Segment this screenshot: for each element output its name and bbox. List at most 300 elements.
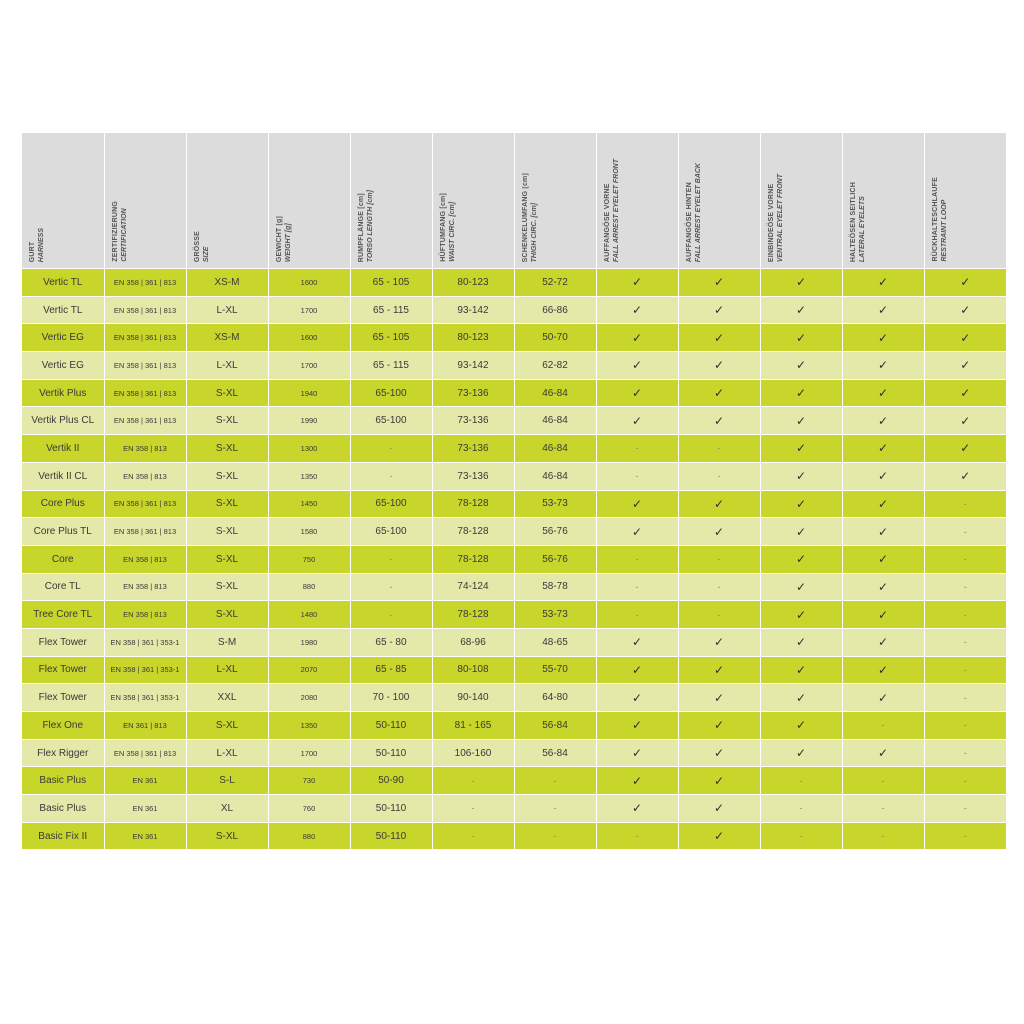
table-row bbox=[22, 739, 1006, 767]
cell-harness: Basic Plus bbox=[22, 767, 104, 795]
column-header-english: THIGH CIRC. [cm] bbox=[530, 202, 538, 262]
cell-size: XS-M bbox=[186, 324, 268, 352]
column-header-lateral-eyelets bbox=[842, 133, 924, 269]
cell-thigh-circ: 53-73 bbox=[514, 601, 596, 629]
column-header-english: TORSO LENGTH [cm] bbox=[366, 189, 374, 262]
checkmark-icon: ✓ bbox=[924, 269, 1006, 297]
checkmark-icon: ✓ bbox=[596, 795, 678, 823]
table-row bbox=[22, 656, 1006, 684]
checkmark-icon: ✓ bbox=[760, 684, 842, 712]
checkmark-icon: ✓ bbox=[842, 518, 924, 546]
checkmark-icon: ✓ bbox=[842, 435, 924, 463]
cell-fall-arrest-eyelet-front: - bbox=[596, 822, 678, 849]
cell-size: S-XL bbox=[186, 518, 268, 546]
cell-ventral-eyelet-front: - bbox=[760, 822, 842, 849]
cell-torso-length: 65 - 115 bbox=[350, 296, 432, 324]
cell-thigh-circ: - bbox=[514, 822, 596, 849]
cell-certification: EN 358 | 361 | 813 bbox=[104, 324, 186, 352]
cell-lateral-eyelets: - bbox=[842, 822, 924, 849]
checkmark-icon: ✓ bbox=[924, 462, 1006, 490]
cell-fall-arrest-eyelet-front: - bbox=[596, 462, 678, 490]
cell-restraint-loop: - bbox=[924, 601, 1006, 629]
column-header-german: AUFFANGÖSE HINTEN bbox=[685, 181, 693, 262]
column-header-german: GURT bbox=[29, 241, 36, 262]
column-header-english: RESTRAINT LOOP bbox=[940, 200, 948, 262]
column-header-size bbox=[186, 133, 268, 269]
cell-restraint-loop: - bbox=[924, 490, 1006, 518]
cell-weight: 1700 bbox=[268, 352, 350, 380]
cell-certification: EN 358 | 813 bbox=[104, 601, 186, 629]
cell-certification: EN 358 | 361 | 353-1 bbox=[104, 684, 186, 712]
cell-waist-circ: 74-124 bbox=[432, 573, 514, 601]
cell-size: S-XL bbox=[186, 379, 268, 407]
column-header-german: ZERTIFIZIERUNG bbox=[111, 201, 119, 262]
cell-weight: 1350 bbox=[268, 462, 350, 490]
checkmark-icon: ✓ bbox=[760, 601, 842, 629]
cell-thigh-circ: 55-70 bbox=[514, 656, 596, 684]
cell-weight: 1350 bbox=[268, 712, 350, 740]
checkmark-icon: ✓ bbox=[760, 656, 842, 684]
cell-weight: 1480 bbox=[268, 601, 350, 629]
table-row bbox=[22, 324, 1006, 352]
cell-size: S-XL bbox=[186, 435, 268, 463]
checkmark-icon: ✓ bbox=[596, 324, 678, 352]
column-header-label bbox=[849, 182, 867, 262]
cell-thigh-circ: 52-72 bbox=[514, 269, 596, 297]
cell-weight: 760 bbox=[268, 795, 350, 823]
column-header-english: SIZE bbox=[202, 246, 210, 262]
cell-torso-length: 65-100 bbox=[350, 518, 432, 546]
column-header-label bbox=[931, 177, 949, 262]
checkmark-icon: ✓ bbox=[842, 656, 924, 684]
cell-size: L-XL bbox=[186, 739, 268, 767]
checkmark-icon: ✓ bbox=[842, 407, 924, 435]
checkmark-icon: ✓ bbox=[760, 324, 842, 352]
column-header-weight bbox=[268, 133, 350, 269]
checkmark-icon: ✓ bbox=[760, 379, 842, 407]
cell-fall-arrest-eyelet-front: - bbox=[596, 545, 678, 573]
column-header-label bbox=[193, 231, 211, 262]
checkmark-icon: ✓ bbox=[678, 518, 760, 546]
cell-waist-circ: 93-142 bbox=[432, 296, 514, 324]
checkmark-icon: ✓ bbox=[678, 379, 760, 407]
checkmark-icon: ✓ bbox=[678, 352, 760, 380]
checkmark-icon: ✓ bbox=[842, 352, 924, 380]
harness-spec-table bbox=[22, 133, 1006, 849]
checkmark-icon: ✓ bbox=[842, 545, 924, 573]
column-header-english: CERTIFICATION bbox=[120, 208, 128, 262]
table-row bbox=[22, 712, 1006, 740]
table-row bbox=[22, 684, 1006, 712]
cell-ventral-eyelet-front: - bbox=[760, 767, 842, 795]
checkmark-icon: ✓ bbox=[760, 352, 842, 380]
cell-certification: EN 361 bbox=[104, 767, 186, 795]
cell-certification: EN 358 | 813 bbox=[104, 573, 186, 601]
cell-thigh-circ: 46-84 bbox=[514, 435, 596, 463]
checkmark-icon: ✓ bbox=[760, 490, 842, 518]
cell-torso-length: 50-90 bbox=[350, 767, 432, 795]
checkmark-icon: ✓ bbox=[596, 684, 678, 712]
cell-harness: Flex Tower bbox=[22, 684, 104, 712]
checkmark-icon: ✓ bbox=[678, 795, 760, 823]
table-row bbox=[22, 490, 1006, 518]
cell-size: S-XL bbox=[186, 712, 268, 740]
column-header-label bbox=[439, 193, 457, 262]
cell-size: S-M bbox=[186, 628, 268, 656]
cell-thigh-circ: 46-84 bbox=[514, 407, 596, 435]
cell-certification: EN 358 | 361 | 813 bbox=[104, 379, 186, 407]
column-header-german: EINBINDEÖSE VORNE bbox=[767, 183, 775, 262]
cell-certification: EN 358 | 361 | 813 bbox=[104, 490, 186, 518]
cell-restraint-loop: - bbox=[924, 822, 1006, 849]
cell-waist-circ: 80-108 bbox=[432, 656, 514, 684]
cell-waist-circ: 81 - 165 bbox=[432, 712, 514, 740]
checkmark-icon: ✓ bbox=[596, 407, 678, 435]
column-header-german: RÜCKHALTESCHLAUFE bbox=[931, 177, 939, 262]
cell-restraint-loop: - bbox=[924, 795, 1006, 823]
column-header-english: WAIST CIRC. [cm] bbox=[448, 202, 456, 262]
checkmark-icon: ✓ bbox=[596, 739, 678, 767]
cell-thigh-circ: 46-84 bbox=[514, 379, 596, 407]
checkmark-icon: ✓ bbox=[678, 324, 760, 352]
cell-weight: 730 bbox=[268, 767, 350, 795]
checkmark-icon: ✓ bbox=[760, 573, 842, 601]
column-header-label bbox=[357, 190, 375, 262]
cell-torso-length: 65 - 105 bbox=[350, 324, 432, 352]
cell-ventral-eyelet-front: - bbox=[760, 795, 842, 823]
cell-fall-arrest-eyelet-front: - bbox=[596, 601, 678, 629]
cell-fall-arrest-eyelet-back: - bbox=[678, 545, 760, 573]
column-header-german: AUFFANGÖSE VORNE bbox=[603, 183, 611, 262]
cell-torso-length: - bbox=[350, 435, 432, 463]
cell-fall-arrest-eyelet-front: - bbox=[596, 573, 678, 601]
cell-harness: Vertic EG bbox=[22, 324, 104, 352]
cell-weight: 1990 bbox=[268, 407, 350, 435]
cell-thigh-circ: - bbox=[514, 767, 596, 795]
cell-torso-length: 50-110 bbox=[350, 795, 432, 823]
cell-harness: Vertik II bbox=[22, 435, 104, 463]
cell-weight: 750 bbox=[268, 545, 350, 573]
cell-thigh-circ: 56-76 bbox=[514, 545, 596, 573]
checkmark-icon: ✓ bbox=[924, 324, 1006, 352]
cell-torso-length: 65 - 85 bbox=[350, 656, 432, 684]
cell-certification: EN 361 bbox=[104, 795, 186, 823]
cell-harness: Vertik II CL bbox=[22, 462, 104, 490]
column-header-fall-arrest-eyelet-front bbox=[596, 133, 678, 269]
cell-harness: Vertik Plus CL bbox=[22, 407, 104, 435]
cell-harness: Flex Tower bbox=[22, 628, 104, 656]
column-header-waist-circ bbox=[432, 133, 514, 269]
cell-restraint-loop: - bbox=[924, 545, 1006, 573]
column-header-english: WEIGHT [g] bbox=[284, 223, 292, 262]
cell-waist-circ: 78-128 bbox=[432, 545, 514, 573]
cell-thigh-circ: - bbox=[514, 795, 596, 823]
column-header-fall-arrest-eyelet-back bbox=[678, 133, 760, 269]
cell-weight: 1980 bbox=[268, 628, 350, 656]
checkmark-icon: ✓ bbox=[924, 435, 1006, 463]
cell-harness: Basic Fix II bbox=[22, 822, 104, 849]
cell-harness: Core TL bbox=[22, 573, 104, 601]
table-row bbox=[22, 435, 1006, 463]
column-header-harness bbox=[22, 133, 104, 269]
cell-harness: Vertik Plus bbox=[22, 379, 104, 407]
checkmark-icon: ✓ bbox=[760, 545, 842, 573]
cell-certification: EN 358 | 813 bbox=[104, 462, 186, 490]
cell-certification: EN 361 bbox=[104, 822, 186, 849]
column-header-label bbox=[685, 163, 703, 262]
checkmark-icon: ✓ bbox=[596, 712, 678, 740]
cell-torso-length: 65-100 bbox=[350, 407, 432, 435]
checkmark-icon: ✓ bbox=[678, 490, 760, 518]
cell-certification: EN 358 | 361 | 353-1 bbox=[104, 656, 186, 684]
cell-weight: 880 bbox=[268, 822, 350, 849]
column-header-german: RUMPFLÄNGE [cm] bbox=[357, 192, 365, 262]
checkmark-icon: ✓ bbox=[678, 684, 760, 712]
cell-weight: 1700 bbox=[268, 739, 350, 767]
cell-waist-circ: 90-140 bbox=[432, 684, 514, 712]
cell-torso-length: - bbox=[350, 573, 432, 601]
cell-size: S-XL bbox=[186, 822, 268, 849]
cell-waist-circ: - bbox=[432, 795, 514, 823]
cell-certification: EN 358 | 813 bbox=[104, 435, 186, 463]
cell-torso-length: 65 - 105 bbox=[350, 269, 432, 297]
checkmark-icon: ✓ bbox=[842, 739, 924, 767]
column-header-label bbox=[521, 173, 539, 262]
column-header-german: HALTEÖSEN SEITLICH bbox=[849, 181, 857, 262]
checkmark-icon: ✓ bbox=[842, 462, 924, 490]
checkmark-icon: ✓ bbox=[760, 407, 842, 435]
cell-waist-circ: 73-136 bbox=[432, 435, 514, 463]
column-header-torso-length bbox=[350, 133, 432, 269]
cell-harness: Core Plus bbox=[22, 490, 104, 518]
checkmark-icon: ✓ bbox=[678, 767, 760, 795]
cell-waist-circ: 73-136 bbox=[432, 379, 514, 407]
checkmark-icon: ✓ bbox=[842, 601, 924, 629]
cell-harness: Core Plus TL bbox=[22, 518, 104, 546]
column-header-english: HARNESS bbox=[38, 227, 45, 262]
checkmark-icon: ✓ bbox=[760, 269, 842, 297]
cell-weight: 1600 bbox=[268, 324, 350, 352]
checkmark-icon: ✓ bbox=[678, 407, 760, 435]
cell-waist-circ: 73-136 bbox=[432, 407, 514, 435]
checkmark-icon: ✓ bbox=[924, 379, 1006, 407]
cell-restraint-loop: - bbox=[924, 739, 1006, 767]
cell-waist-circ: 78-128 bbox=[432, 490, 514, 518]
column-header-german: SCHENKELUMFANG [cm] bbox=[521, 172, 529, 262]
cell-restraint-loop: - bbox=[924, 656, 1006, 684]
cell-certification: EN 358 | 361 | 813 bbox=[104, 296, 186, 324]
checkmark-icon: ✓ bbox=[842, 573, 924, 601]
checkmark-icon: ✓ bbox=[678, 712, 760, 740]
table-row bbox=[22, 269, 1006, 297]
cell-thigh-circ: 56-76 bbox=[514, 518, 596, 546]
cell-waist-circ: 80-123 bbox=[432, 269, 514, 297]
checkmark-icon: ✓ bbox=[596, 656, 678, 684]
cell-harness: Vertic TL bbox=[22, 269, 104, 297]
cell-harness: Vertic EG bbox=[22, 352, 104, 380]
checkmark-icon: ✓ bbox=[924, 352, 1006, 380]
cell-size: XL bbox=[186, 795, 268, 823]
cell-harness: Flex One bbox=[22, 712, 104, 740]
checkmark-icon: ✓ bbox=[596, 518, 678, 546]
cell-restraint-loop: - bbox=[924, 767, 1006, 795]
column-header-restraint-loop bbox=[924, 133, 1006, 269]
checkmark-icon: ✓ bbox=[596, 352, 678, 380]
checkmark-icon: ✓ bbox=[842, 628, 924, 656]
checkmark-icon: ✓ bbox=[842, 490, 924, 518]
cell-weight: 2080 bbox=[268, 684, 350, 712]
table-body bbox=[22, 269, 1006, 850]
cell-weight: 1600 bbox=[268, 269, 350, 297]
column-header-english: FALL ARREST EYELET BACK bbox=[694, 162, 702, 262]
cell-weight: 2070 bbox=[268, 656, 350, 684]
cell-thigh-circ: 56-84 bbox=[514, 739, 596, 767]
cell-harness: Flex Tower bbox=[22, 656, 104, 684]
cell-thigh-circ: 62-82 bbox=[514, 352, 596, 380]
column-header-english: FALL ARREST EYELET FRONT bbox=[612, 158, 620, 262]
cell-fall-arrest-eyelet-back: - bbox=[678, 435, 760, 463]
cell-fall-arrest-eyelet-front: - bbox=[596, 435, 678, 463]
cell-fall-arrest-eyelet-back: - bbox=[678, 573, 760, 601]
checkmark-icon: ✓ bbox=[842, 684, 924, 712]
checkmark-icon: ✓ bbox=[760, 435, 842, 463]
cell-size: S-XL bbox=[186, 601, 268, 629]
column-header-label bbox=[28, 228, 46, 262]
checkmark-icon: ✓ bbox=[760, 739, 842, 767]
checkmark-icon: ✓ bbox=[678, 656, 760, 684]
cell-thigh-circ: 48-65 bbox=[514, 628, 596, 656]
cell-restraint-loop: - bbox=[924, 573, 1006, 601]
cell-size: S-XL bbox=[186, 462, 268, 490]
column-header-english: VENTRAL EYELET FRONT bbox=[776, 173, 784, 262]
cell-waist-circ: 68-96 bbox=[432, 628, 514, 656]
cell-harness: Core bbox=[22, 545, 104, 573]
cell-waist-circ: 78-128 bbox=[432, 518, 514, 546]
cell-harness: Tree Core TL bbox=[22, 601, 104, 629]
checkmark-icon: ✓ bbox=[678, 739, 760, 767]
checkmark-icon: ✓ bbox=[760, 628, 842, 656]
cell-thigh-circ: 50-70 bbox=[514, 324, 596, 352]
cell-torso-length: - bbox=[350, 601, 432, 629]
column-header-label bbox=[603, 159, 621, 262]
cell-torso-length: 50-110 bbox=[350, 739, 432, 767]
cell-size: S-L bbox=[186, 767, 268, 795]
column-header-label bbox=[111, 201, 129, 262]
table-header bbox=[22, 133, 1006, 269]
cell-torso-length: 65 - 80 bbox=[350, 628, 432, 656]
cell-torso-length: 65 - 115 bbox=[350, 352, 432, 380]
cell-fall-arrest-eyelet-back: - bbox=[678, 601, 760, 629]
cell-certification: EN 358 | 361 | 813 bbox=[104, 269, 186, 297]
cell-certification: EN 358 | 813 bbox=[104, 545, 186, 573]
cell-weight: 880 bbox=[268, 573, 350, 601]
checkmark-icon: ✓ bbox=[678, 296, 760, 324]
cell-harness: Flex Rigger bbox=[22, 739, 104, 767]
checkmark-icon: ✓ bbox=[678, 628, 760, 656]
checkmark-icon: ✓ bbox=[596, 269, 678, 297]
cell-size: S-XL bbox=[186, 490, 268, 518]
checkmark-icon: ✓ bbox=[924, 407, 1006, 435]
column-header-thigh-circ bbox=[514, 133, 596, 269]
header-row bbox=[22, 133, 1006, 269]
table-row bbox=[22, 352, 1006, 380]
cell-lateral-eyelets: - bbox=[842, 795, 924, 823]
table-row bbox=[22, 767, 1006, 795]
cell-waist-circ: - bbox=[432, 822, 514, 849]
cell-size: L-XL bbox=[186, 656, 268, 684]
checkmark-icon: ✓ bbox=[760, 518, 842, 546]
checkmark-icon: ✓ bbox=[596, 296, 678, 324]
column-header-german: HÜFTUMFANG [cm] bbox=[439, 193, 447, 262]
cell-size: S-XL bbox=[186, 407, 268, 435]
checkmark-icon: ✓ bbox=[678, 269, 760, 297]
cell-torso-length: - bbox=[350, 545, 432, 573]
table-row bbox=[22, 573, 1006, 601]
table-row bbox=[22, 296, 1006, 324]
cell-certification: EN 358 | 361 | 813 bbox=[104, 407, 186, 435]
cell-certification: EN 358 | 361 | 813 bbox=[104, 518, 186, 546]
column-header-ventral-eyelet-front bbox=[760, 133, 842, 269]
checkmark-icon: ✓ bbox=[924, 296, 1006, 324]
table-row bbox=[22, 462, 1006, 490]
checkmark-icon: ✓ bbox=[760, 712, 842, 740]
cell-size: XXL bbox=[186, 684, 268, 712]
cell-waist-circ: 93-142 bbox=[432, 352, 514, 380]
checkmark-icon: ✓ bbox=[842, 324, 924, 352]
cell-lateral-eyelets: - bbox=[842, 712, 924, 740]
checkmark-icon: ✓ bbox=[596, 379, 678, 407]
cell-torso-length: - bbox=[350, 462, 432, 490]
cell-restraint-loop: - bbox=[924, 712, 1006, 740]
cell-size: S-XL bbox=[186, 573, 268, 601]
cell-waist-circ: 78-128 bbox=[432, 601, 514, 629]
cell-waist-circ: - bbox=[432, 767, 514, 795]
cell-thigh-circ: 53-73 bbox=[514, 490, 596, 518]
cell-torso-length: 50-110 bbox=[350, 712, 432, 740]
cell-thigh-circ: 66-86 bbox=[514, 296, 596, 324]
cell-restraint-loop: - bbox=[924, 628, 1006, 656]
cell-torso-length: 65-100 bbox=[350, 490, 432, 518]
cell-fall-arrest-eyelet-back: - bbox=[678, 462, 760, 490]
cell-waist-circ: 106-160 bbox=[432, 739, 514, 767]
column-header-label bbox=[767, 174, 785, 262]
table-row bbox=[22, 795, 1006, 823]
column-header-label bbox=[275, 216, 293, 262]
cell-restraint-loop: - bbox=[924, 684, 1006, 712]
cell-torso-length: 70 - 100 bbox=[350, 684, 432, 712]
cell-certification: EN 358 | 361 | 813 bbox=[104, 739, 186, 767]
cell-weight: 1580 bbox=[268, 518, 350, 546]
cell-weight: 1940 bbox=[268, 379, 350, 407]
checkmark-icon: ✓ bbox=[760, 462, 842, 490]
harness-spec-table-container bbox=[22, 133, 1006, 849]
checkmark-icon: ✓ bbox=[842, 269, 924, 297]
table-row bbox=[22, 518, 1006, 546]
cell-certification: EN 361 | 813 bbox=[104, 712, 186, 740]
checkmark-icon: ✓ bbox=[842, 379, 924, 407]
table-row bbox=[22, 628, 1006, 656]
cell-thigh-circ: 58-78 bbox=[514, 573, 596, 601]
column-header-certification bbox=[104, 133, 186, 269]
checkmark-icon: ✓ bbox=[596, 628, 678, 656]
checkmark-icon: ✓ bbox=[760, 296, 842, 324]
cell-harness: Vertic TL bbox=[22, 296, 104, 324]
cell-thigh-circ: 46-84 bbox=[514, 462, 596, 490]
table-row bbox=[22, 545, 1006, 573]
cell-torso-length: 65-100 bbox=[350, 379, 432, 407]
cell-restraint-loop: - bbox=[924, 518, 1006, 546]
checkmark-icon: ✓ bbox=[842, 296, 924, 324]
